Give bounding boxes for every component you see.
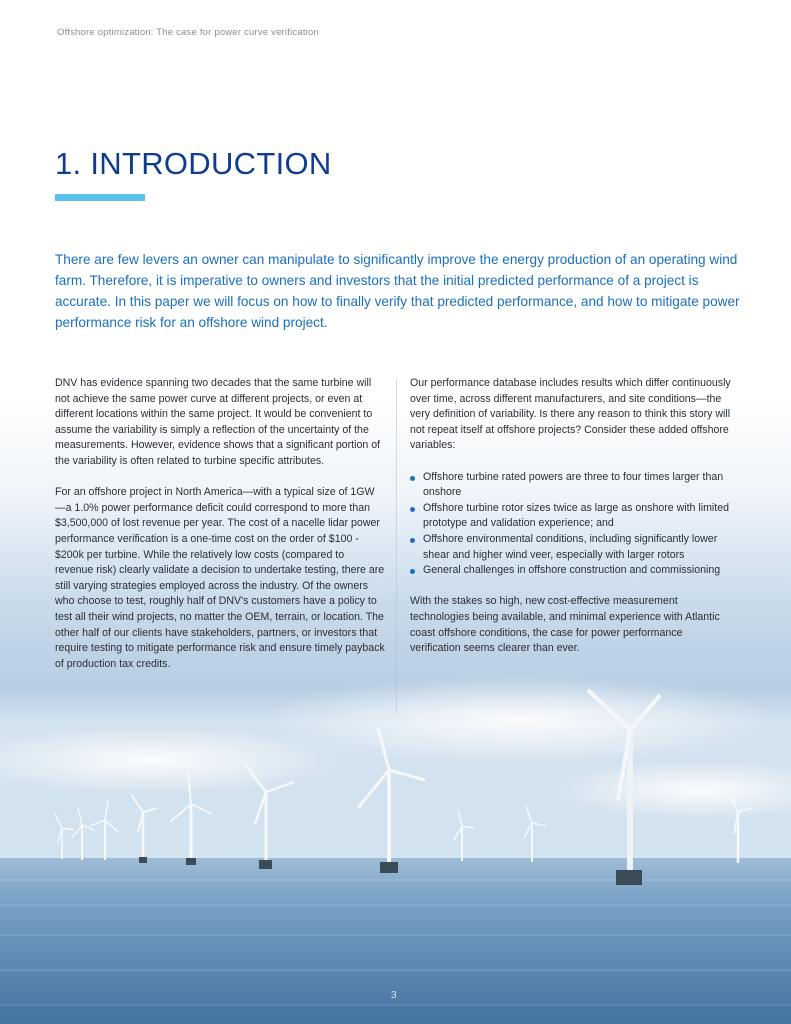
offshore-variables-list [410, 470, 735, 579]
list-item [410, 501, 735, 532]
body-paragraph: With the stakes so high, new cost-effective measurement technologies being available, and minimal experience with Atlantic coast offshore conditions, the case for power performance verification seems clearer than ever. [410, 595, 720, 655]
list-item-text: Offshore turbine rated powers are three to four times larger than onshore [423, 470, 724, 499]
list-item-text: Offshore environmental conditions, including significantly lower shear and higher wind veer, especially with larger rotors [423, 532, 718, 561]
bullet-icon [410, 507, 415, 512]
bullet-icon [410, 569, 415, 574]
body-paragraph: For an offshore project in North America—with a typical size of 1GW—a 1.0% power performance deficit could correspond to more than $3,500,000 of lost revenue per year. The cost of a nacelle lidar power performance verification is a one-time cost on the order of $100 - $200k per turbine. While the relatively low costs (compared to revenue risk) clearly validate a decision to undertake testing, there are still varying strategies employed across the industry. Of the owners who choose to test, roughly half of DNV's customers have a policy to test all their wind projects, no matter the OEM, terrain, or location. The other half of our clients have stakeholders, partners, or investors that require testing to mitigate performance risk and ensure timely payback of production tax credits. [55, 486, 385, 670]
list-item-text: Offshore turbine rotor sizes twice as large as onshore with limited prototype and validation experience; and [423, 501, 729, 530]
running-header: Offshore optimization: The case for power curve verification [57, 27, 319, 38]
body-paragraph: Our performance database includes results which differ continuously over time, across different manufacturers, and site conditions—the very definition of variability. Is there any reason to think this story will not repeat itself at offshore projects? Consider these added offshore variables: [410, 377, 731, 452]
section-title: 1. INTRODUCTION [55, 146, 332, 181]
left-column [55, 376, 385, 688]
list-item [410, 532, 735, 563]
bullet-icon [410, 538, 415, 543]
right-column [410, 376, 735, 672]
list-item-text: General challenges in offshore construction and commissioning [423, 564, 721, 577]
page-number: 3 [391, 990, 397, 1001]
column-divider [396, 378, 397, 713]
bullet-icon [410, 476, 415, 481]
list-item [410, 563, 735, 579]
lead-paragraph: There are few levers an owner can manipulate to significantly improve the energy production of an operating wind farm. Therefore, it is imperative to owners and investors that the initial predicted performance of a project is accurate. In this paper we will focus on how to finally verify that predicted performance, and how to mitigate power performance risk for an offshore wind project. [55, 252, 740, 330]
list-item [410, 470, 735, 501]
body-paragraph: DNV has evidence spanning two decades that the same turbine will not achieve the same power curve at different projects, or even at different locations within the same project. It would be convenient to assume the variability is simply a reflection of the uncertainty of the measurements. However, evidence shows that a significant portion of the variability is often related to turbine specific attributes. [55, 377, 381, 467]
title-accent-rule [55, 194, 145, 201]
